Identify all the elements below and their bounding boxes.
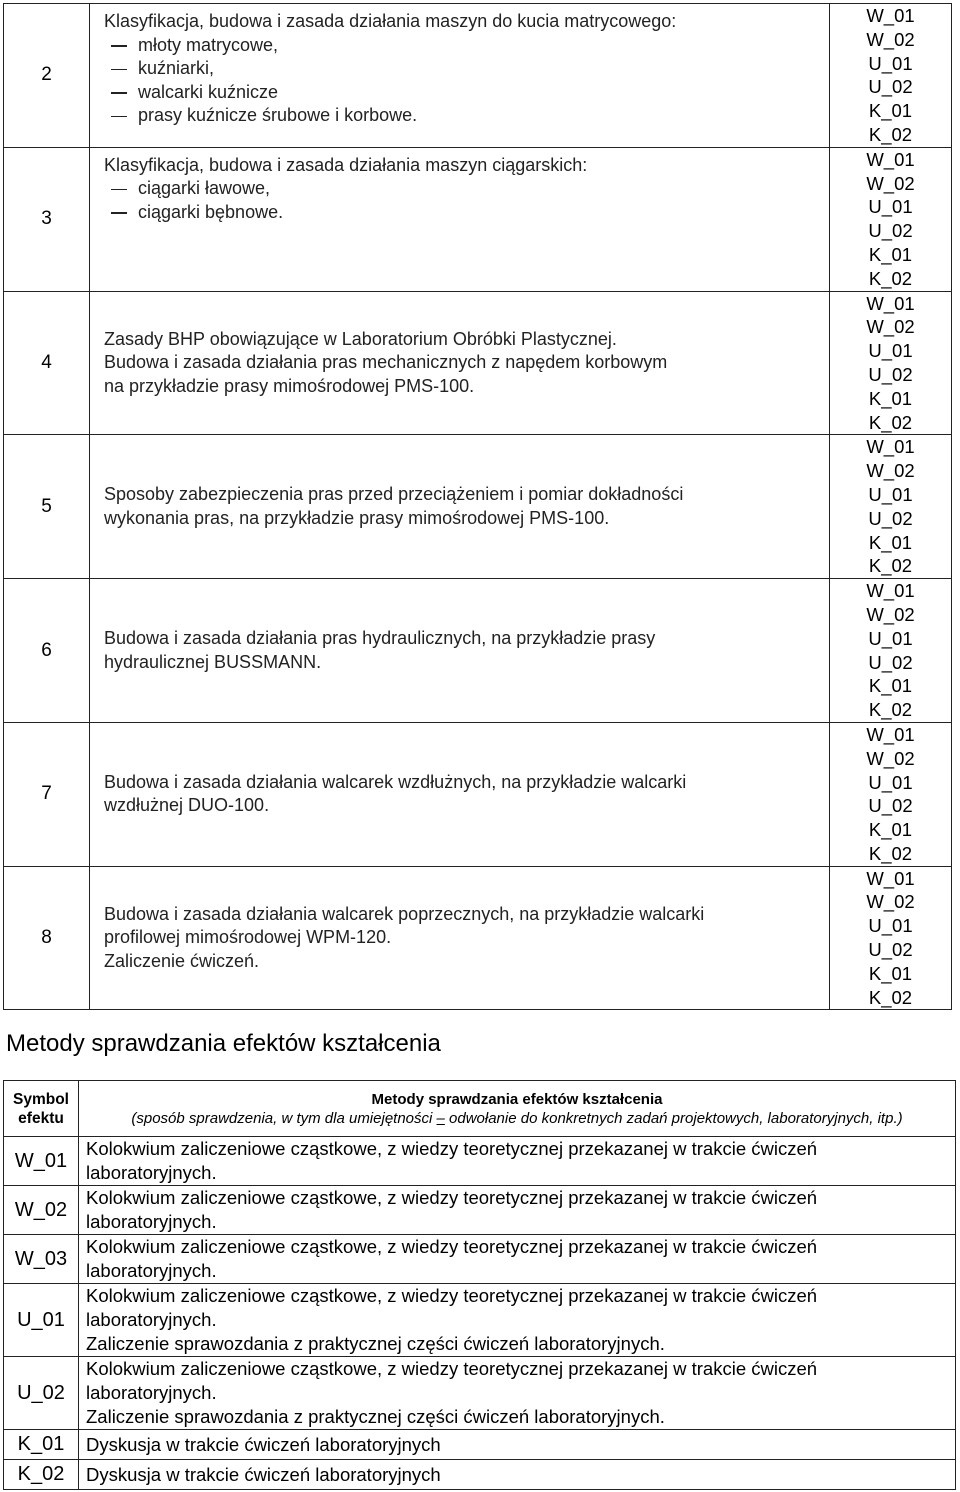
topic-number: 7 xyxy=(4,722,90,866)
topic-description-line: Budowa i zasada działania walcarek wzdłużnych, na przykładzie walcarki xyxy=(104,771,687,792)
topic-description-line: Zaliczenie ćwiczeń. xyxy=(104,950,260,971)
topic-description-line: wykonania pras, na przykładzie prasy mimośrodowej PMS-100. xyxy=(104,507,610,528)
topic-description-line: na przykładzie prasy mimośrodowej PMS-100. xyxy=(104,375,475,396)
method-description xyxy=(79,1460,956,1490)
outcome-code: W_02 xyxy=(866,460,915,482)
outcome-code: K_02 xyxy=(868,123,913,145)
method-row xyxy=(4,1137,956,1186)
outcome-code: K_01 xyxy=(868,100,913,122)
outcome-code: K_01 xyxy=(868,962,913,984)
symbol-header-line2: efektu xyxy=(18,1109,64,1127)
outcome-code: U_02 xyxy=(868,363,913,385)
method-row xyxy=(4,1284,956,1357)
method-symbol: W_01 xyxy=(4,1137,79,1186)
method-description-line: Kolokwium zaliczeniowe cząstkowe, z wiedzy teoretycznej przekazanej w trakcie ćwiczeń xyxy=(86,1358,818,1379)
method-row xyxy=(4,1357,956,1430)
topic-description-line: Budowa i zasada działania walcarek poprzecznych, na przykładzie walcarki xyxy=(104,903,705,924)
topic-description-line: hydraulicznej BUSSMANN. xyxy=(104,651,322,672)
topic-description xyxy=(90,435,830,579)
topic-learning-outcome-codes xyxy=(830,4,952,148)
topic-number: 3 xyxy=(4,147,90,291)
outcome-code: U_02 xyxy=(868,651,913,673)
topic-number: 6 xyxy=(4,579,90,723)
topic-description-line: Budowa i zasada działania pras hydraulicznych, na przykładzie prasy xyxy=(104,628,656,649)
methods-section-heading: Metody sprawdzania efektów kształcenia xyxy=(6,1030,441,1057)
outcome-code: K_01 xyxy=(868,531,913,553)
outcome-code: W_02 xyxy=(866,316,915,338)
topic-description xyxy=(90,866,830,1010)
topic-learning-outcome-codes xyxy=(830,579,952,723)
outcome-code: K_02 xyxy=(868,842,913,864)
topic-bullet-item: kuźniarki, xyxy=(138,57,829,81)
method-description-line: Zaliczenie sprawozdania z praktycznej części ćwiczeń laboratoryjnych. xyxy=(86,1406,665,1427)
outcome-code: W_02 xyxy=(866,747,915,769)
method-symbol: W_03 xyxy=(4,1235,79,1284)
method-row xyxy=(4,1235,956,1284)
outcome-code: K_01 xyxy=(868,243,913,265)
outcome-code: W_01 xyxy=(866,5,915,26)
method-description-line: laboratoryjnych. xyxy=(86,1260,217,1281)
outcome-code: U_01 xyxy=(868,340,913,362)
topic-description-line: Klasyfikacja, budowa i zasada działania maszyn ciągarskich: xyxy=(104,154,588,175)
outcome-code: U_01 xyxy=(868,483,913,505)
topic-bullet-item: ciągarki bębnowe. xyxy=(138,201,829,225)
outcome-code: U_01 xyxy=(868,627,913,649)
method-description-line: Dyskusja w trakcie ćwiczeń laboratoryjnych xyxy=(86,1463,441,1485)
topic-learning-outcome-codes xyxy=(830,291,952,435)
topic-bullet-item: prasy kuźnicze śrubowe i korbowe. xyxy=(138,104,829,128)
methods-table-header xyxy=(4,1081,956,1137)
method-description xyxy=(79,1284,956,1357)
topic-bullet-item: walcarki kuźnicze xyxy=(138,81,829,105)
method-symbol: U_01 xyxy=(4,1284,79,1357)
topic-bullet-list xyxy=(104,34,829,128)
outcome-code: K_02 xyxy=(868,555,913,577)
method-header-sub-after: odwołanie do konkretnych zadań projektowych, laboratoryjnych, itp.) xyxy=(444,1109,903,1127)
outcome-code: W_02 xyxy=(866,891,915,913)
method-symbol: K_01 xyxy=(4,1430,79,1460)
topic-description-line: Budowa i zasada działania pras mechanicznych z napędem korbowym xyxy=(104,352,668,373)
topic-bullet-item: ciągarki ławowe, xyxy=(138,177,829,201)
topic-description-line: Sposoby zabezpieczenia pras przed przeciążeniem i pomiar dokładności xyxy=(104,484,684,505)
method-description-line: laboratoryjnych. xyxy=(86,1162,217,1183)
topic-description-line: Zasady BHP obowiązujące w Laboratorium Obróbki Plastycznej. xyxy=(104,328,617,349)
topic-number: 2 xyxy=(4,4,90,148)
topic-description xyxy=(90,722,830,866)
topic-row xyxy=(4,435,952,579)
method-description-line: Kolokwium zaliczeniowe cząstkowe, z wiedzy teoretycznej przekazanej w trakcie ćwiczeń xyxy=(86,1138,818,1159)
outcome-code: U_02 xyxy=(868,939,913,961)
method-description xyxy=(79,1430,956,1460)
method-description-line: Dyskusja w trakcie ćwiczeń laboratoryjnych xyxy=(86,1433,441,1455)
topic-learning-outcome-codes xyxy=(830,722,952,866)
topic-learning-outcome-codes xyxy=(830,866,952,1010)
topic-bullet-list xyxy=(104,177,829,224)
topics-table xyxy=(3,3,952,1010)
method-symbol: W_02 xyxy=(4,1186,79,1235)
topic-learning-outcome-codes xyxy=(830,147,952,291)
method-column-header xyxy=(79,1081,956,1137)
outcome-code: U_01 xyxy=(868,771,913,793)
outcome-code: W_01 xyxy=(866,436,915,458)
method-description-line: Kolokwium zaliczeniowe cząstkowe, z wiedzy teoretycznej przekazanej w trakcie ćwiczeń xyxy=(86,1187,818,1208)
topic-description xyxy=(90,579,830,723)
outcome-code: K_02 xyxy=(868,986,913,1008)
symbol-column-header xyxy=(4,1081,79,1137)
outcome-code: W_02 xyxy=(866,603,915,625)
method-description-line: laboratoryjnych. xyxy=(86,1309,217,1330)
outcome-code: K_01 xyxy=(868,387,913,409)
outcome-code: U_01 xyxy=(868,915,913,937)
method-description xyxy=(79,1235,956,1284)
topic-row xyxy=(4,722,952,866)
outcome-code: W_02 xyxy=(866,28,915,50)
method-description-line: Zaliczenie sprawozdania z praktycznej części ćwiczeń laboratoryjnych. xyxy=(86,1333,665,1354)
topic-row xyxy=(4,147,952,291)
method-description-line: Kolokwium zaliczeniowe cząstkowe, z wiedzy teoretycznej przekazanej w trakcie ćwiczeń xyxy=(86,1236,818,1257)
topic-description xyxy=(90,4,830,148)
topic-description xyxy=(90,291,830,435)
method-header-title: Metody sprawdzania efektów kształcenia xyxy=(371,1090,663,1108)
outcome-code: W_01 xyxy=(866,867,915,889)
outcome-code: U_02 xyxy=(868,507,913,529)
methods-table xyxy=(3,1080,956,1490)
outcome-code: W_02 xyxy=(866,172,915,194)
symbol-header-line1: Symbol xyxy=(13,1090,69,1108)
outcome-code: W_01 xyxy=(866,580,915,602)
method-header-sub-underlined: – xyxy=(436,1109,445,1127)
method-symbol: U_02 xyxy=(4,1357,79,1430)
topic-row xyxy=(4,866,952,1010)
topic-row xyxy=(4,291,952,435)
method-description-line: Kolokwium zaliczeniowe cząstkowe, z wiedzy teoretycznej przekazanej w trakcie ćwiczeń xyxy=(86,1285,818,1306)
topic-row xyxy=(4,579,952,723)
method-row xyxy=(4,1186,956,1235)
method-row xyxy=(4,1430,956,1460)
topic-bullet-item: młoty matrycowe, xyxy=(138,34,829,58)
outcome-code: W_01 xyxy=(866,292,915,314)
outcome-code: U_01 xyxy=(868,52,913,74)
outcome-code: U_02 xyxy=(868,76,913,98)
outcome-code: K_01 xyxy=(868,819,913,841)
topic-description-line: wzdłużnej DUO-100. xyxy=(104,795,270,816)
outcome-code: K_02 xyxy=(868,267,913,289)
method-description-line: laboratoryjnych. xyxy=(86,1382,217,1403)
topic-number: 5 xyxy=(4,435,90,579)
method-description xyxy=(79,1357,956,1430)
outcome-code: U_02 xyxy=(868,220,913,242)
method-symbol: K_02 xyxy=(4,1460,79,1490)
outcome-code: K_02 xyxy=(868,699,913,721)
outcome-code: K_01 xyxy=(868,675,913,697)
outcome-code: U_01 xyxy=(868,196,913,218)
outcome-code: W_01 xyxy=(866,723,915,745)
outcome-code: K_02 xyxy=(868,411,913,433)
topic-number: 8 xyxy=(4,866,90,1010)
outcome-code: W_01 xyxy=(866,148,915,170)
method-description xyxy=(79,1186,956,1235)
method-description xyxy=(79,1137,956,1186)
method-description-line: laboratoryjnych. xyxy=(86,1211,217,1232)
method-header-sub-before: (sposób sprawdzenia, w tym dla umiejętności xyxy=(131,1109,437,1127)
topic-number: 4 xyxy=(4,291,90,435)
method-row xyxy=(4,1460,956,1490)
outcome-code: U_02 xyxy=(868,795,913,817)
method-header-subtitle xyxy=(79,1109,955,1128)
topic-row xyxy=(4,4,952,148)
topic-learning-outcome-codes xyxy=(830,435,952,579)
topic-description-line: profilowej mimośrodowej WPM-120. xyxy=(104,927,392,948)
topic-description xyxy=(90,147,830,291)
topic-description-line: Klasyfikacja, budowa i zasada działania maszyn do kucia matrycowego: xyxy=(104,11,677,31)
